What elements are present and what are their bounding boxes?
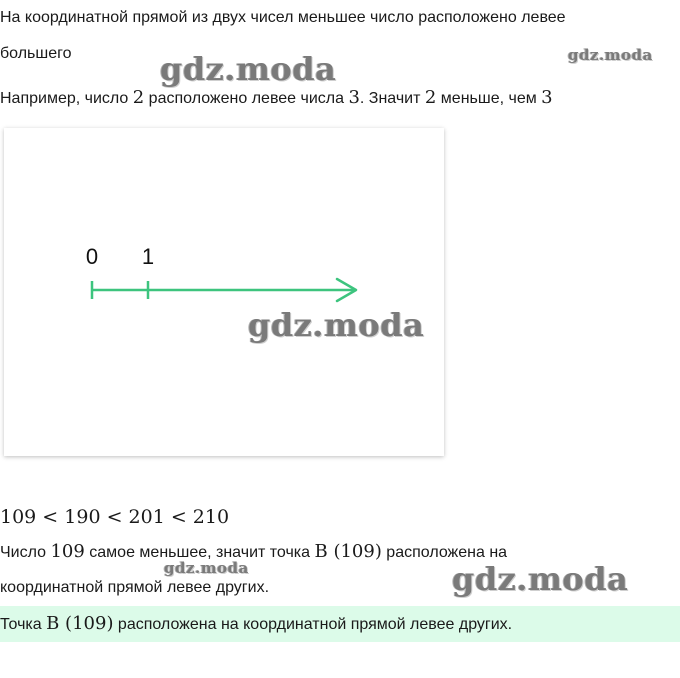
conclusion-text: самое меньшее, значит точка bbox=[84, 544, 315, 561]
paragraph-rule: На координатной прямой из двух чисел меньшее число расположено левее bbox=[0, 9, 566, 26]
math-point: B (109) bbox=[314, 541, 382, 562]
number-line-figure bbox=[4, 128, 444, 456]
math-number: 2 bbox=[424, 87, 437, 108]
number-line-svg bbox=[4, 128, 444, 456]
conclusion-text: расположена на bbox=[381, 544, 508, 561]
answer-text: расположена на координатной прямой левее других. bbox=[113, 616, 513, 633]
example-text: расположено левее числа bbox=[144, 90, 349, 107]
label-zero: 0 bbox=[85, 244, 99, 269]
watermark-small: gdz.moda bbox=[568, 46, 653, 64]
math-number: 2 bbox=[132, 87, 145, 108]
math-number: 3 bbox=[541, 87, 553, 108]
answer-text: Точка bbox=[0, 616, 47, 633]
watermark-small: gdz.moda bbox=[164, 559, 249, 577]
answer-sentence bbox=[0, 614, 512, 635]
example-text: меньше, чем bbox=[436, 90, 542, 107]
conclusion-sentence bbox=[0, 542, 507, 563]
label-one: 1 bbox=[141, 244, 155, 269]
math-point: B (109) bbox=[46, 613, 114, 634]
conclusion-end: координатной прямой левее других. bbox=[0, 579, 270, 596]
math-number: 3 bbox=[348, 87, 360, 108]
paragraph-rule-end: большего bbox=[0, 45, 72, 62]
watermark: gdz.moda bbox=[248, 306, 425, 344]
example-text: . Значит bbox=[359, 90, 425, 107]
example-text: Например, число bbox=[0, 90, 133, 107]
watermark: gdz.moda bbox=[452, 560, 629, 598]
example-sentence bbox=[0, 88, 553, 109]
inequality: 109 < 190 < 201 < 210 bbox=[0, 506, 230, 528]
answer-box bbox=[0, 606, 680, 642]
math-number: 109 bbox=[50, 541, 85, 562]
conclusion-text: Число bbox=[0, 544, 51, 561]
watermark: gdz.moda bbox=[160, 50, 337, 88]
